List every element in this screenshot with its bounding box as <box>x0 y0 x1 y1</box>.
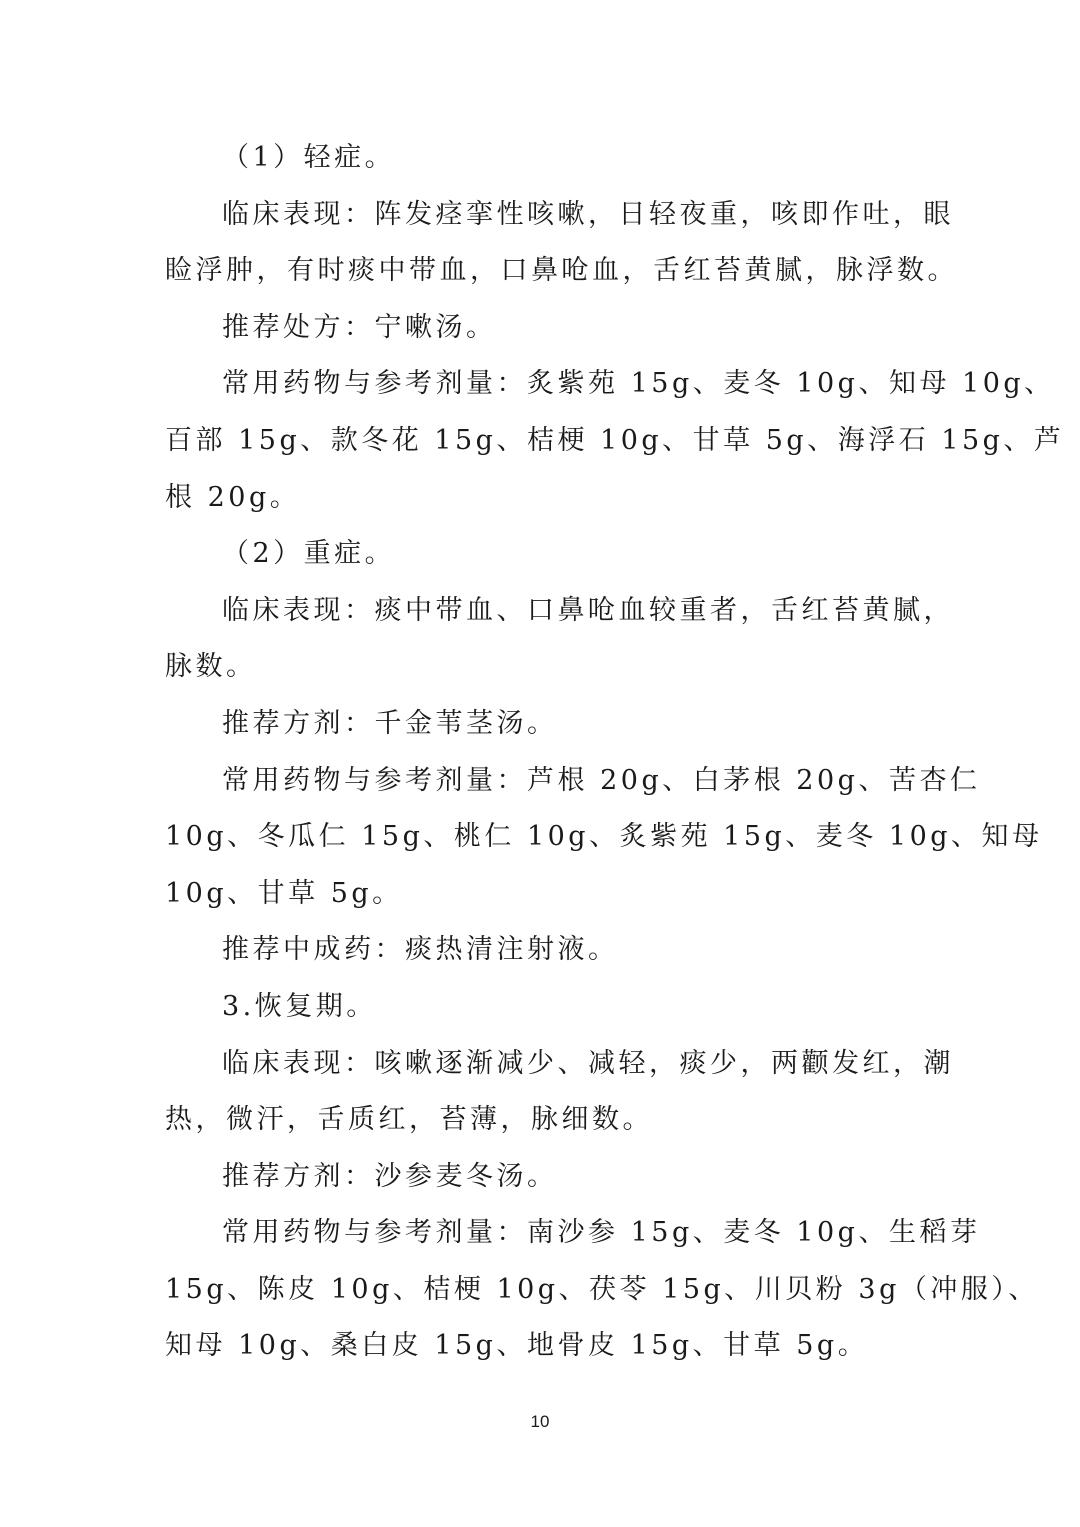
text-line: 推荐方剂：千金苇茎汤。 <box>222 707 558 739</box>
text-line: 脉数。 <box>165 651 257 683</box>
section-heading-recovery: 3.恢复期。 <box>222 990 377 1022</box>
text-line: 热，微汗，舌质红，苔薄，脉细数。 <box>165 1104 653 1136</box>
text-line: 百部 15g、款冬花 15g、桔梗 10g、甘草 5g、海浮石 15g、芦 <box>165 424 1065 456</box>
text-line: 临床表现：阵发痉挛性咳嗽，日轻夜重，咳即作吐，眼 <box>222 198 954 230</box>
text-line: 常用药物与参考剂量：芦根 20g、白茅根 20g、苦杏仁 <box>222 764 981 796</box>
text-line: 15g、陈皮 10g、桔梗 10g、茯苓 15g、川贝粉 3g（冲服）、 <box>165 1273 1039 1305</box>
section-heading-severe: （2）重症。 <box>222 538 396 570</box>
document-body <box>165 130 1065 1375</box>
text-line: 常用药物与参考剂量：南沙参 15g、麦冬 10g、生稻芽 <box>222 1217 981 1249</box>
text-line: 10g、甘草 5g。 <box>165 877 403 909</box>
text-line: 推荐中成药：痰热清注射液。 <box>222 934 619 966</box>
text-line: 根 20g。 <box>165 481 301 513</box>
text-line: 知母 10g、桑白皮 15g、地骨皮 15g、甘草 5g。 <box>165 1330 869 1362</box>
section-heading-mild: （1）轻症。 <box>222 142 396 173</box>
text-line: 临床表现：痰中带血、口鼻呛血较重者，舌红苔黄腻， <box>222 594 954 626</box>
text-line: 常用药物与参考剂量：炙紫苑 15g、麦冬 10g、知母 10g、 <box>222 368 1055 400</box>
text-line: 推荐处方：宁嗽汤。 <box>222 311 497 343</box>
text-line: 推荐方剂：沙参麦冬汤。 <box>222 1160 558 1192</box>
text-line: 10g、冬瓜仁 15g、桃仁 10g、炙紫苑 15g、麦冬 10g、知母 <box>165 821 1043 853</box>
text-line: 睑浮肿，有时痰中带血，口鼻呛血，舌红苔黄腻，脉浮数。 <box>165 255 958 287</box>
text-line: 临床表现：咳嗽逐渐减少、减轻，痰少，两颧发红，潮 <box>222 1047 954 1079</box>
page-number: 10 <box>530 1412 550 1431</box>
